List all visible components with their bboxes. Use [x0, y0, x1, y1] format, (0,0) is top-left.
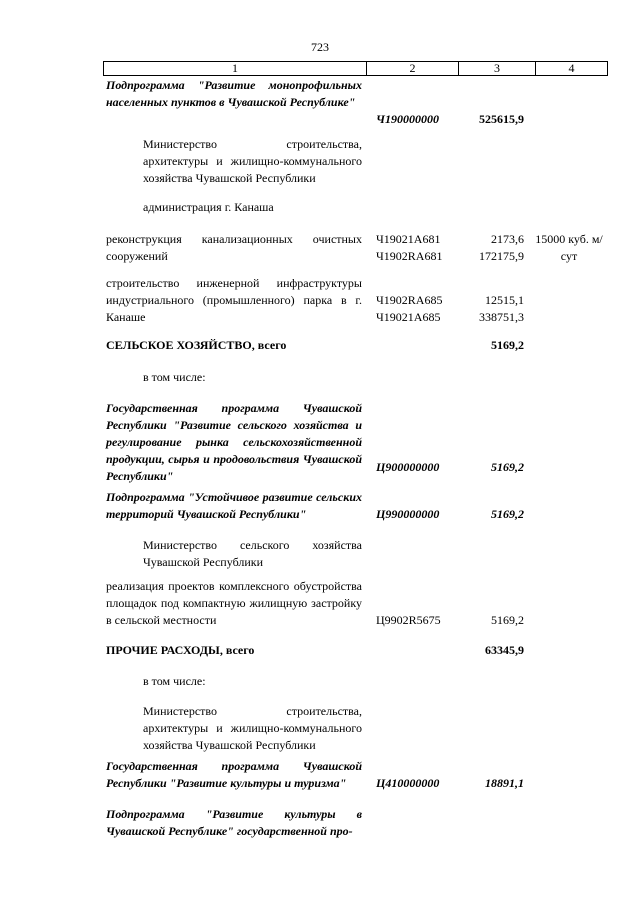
- row-description: Подпрограмма "Устойчивое развитие сельских территорий Чувашской Республики": [106, 490, 362, 521]
- row-code: Ц990000000: [376, 507, 440, 521]
- row-description: строительство инженерной инфраструктуры индустриального (промышленного) парка в г. Канаше: [106, 276, 362, 324]
- row-description: Подпрограмма "Развитие культуры в Чувашской Республике" государственной про-: [106, 807, 362, 838]
- row-description: Министерство строительства, архитектуры и жилищно-коммунального хозяйства Чувашской Республики: [143, 137, 362, 185]
- row-description: Министерство строительства, архитектуры и жилищно-коммунального хозяйства Чувашской Республики: [143, 704, 362, 752]
- row-code: Ц9902R5675: [376, 613, 441, 627]
- row-note: 15000 куб. м/сут: [535, 232, 603, 263]
- row-description: Подпрограмма "Развитие монопрофильных населенных пунктов в Чувашской Республике": [106, 78, 362, 109]
- row-amount: 63345,9: [485, 643, 524, 657]
- header-col-1: 1: [104, 62, 367, 76]
- row-amount: 18891,1: [485, 776, 524, 790]
- row-amount: 5169,2: [491, 460, 524, 474]
- row-description: в том числе:: [143, 674, 206, 688]
- row-code: Ч1902RА681: [376, 249, 443, 263]
- row-amount: 5169,2: [491, 507, 524, 521]
- row-amount: 5169,2: [491, 613, 524, 627]
- header-col-4: 4: [536, 62, 608, 76]
- row-code: Ч19021А685: [376, 310, 441, 324]
- row-code: Ц410000000: [376, 776, 440, 790]
- table-header: [103, 61, 608, 76]
- row-code: Ч19021А681: [376, 232, 441, 246]
- row-amount: 2173,6: [491, 232, 524, 246]
- row-description: в том числе:: [143, 370, 206, 384]
- row-code: Ц900000000: [376, 460, 440, 474]
- row-description: Министерство сельского хозяйства Чувашской Республики: [143, 538, 362, 569]
- row-code: Ч1902RА685: [376, 293, 443, 307]
- row-description: реализация проектов комплексного обустройства площадок под компактную жилищную застройку в сельской местности: [106, 579, 362, 627]
- row-description: администрация г. Канаша: [143, 200, 274, 214]
- row-code: Ч190000000: [376, 112, 439, 126]
- row-amount: 5169,2: [491, 338, 524, 352]
- row-description: Государственная программа Чувашской Республики "Развитие культуры и туризма": [106, 759, 362, 790]
- row-amount: 525615,9: [479, 112, 524, 126]
- header-col-3: 3: [459, 62, 536, 76]
- page-number: 723: [311, 40, 329, 54]
- row-description: Государственная программа Чувашской Республики "Развитие сельского хозяйства и регулирование рынка сельскохозяйственной продукции, сырья и продовольствия Чувашской Республики": [106, 401, 362, 483]
- row-description: ПРОЧИЕ РАСХОДЫ, всего: [106, 643, 255, 657]
- row-amount: 338751,3: [479, 310, 524, 324]
- row-description: реконструкция канализационных очистных сооружений: [106, 232, 362, 263]
- row-description: СЕЛЬСКОЕ ХОЗЯЙСТВО, всего: [106, 338, 287, 352]
- header-col-2: 2: [367, 62, 459, 76]
- row-amount: 172175,9: [479, 249, 524, 263]
- row-amount: 12515,1: [485, 293, 524, 307]
